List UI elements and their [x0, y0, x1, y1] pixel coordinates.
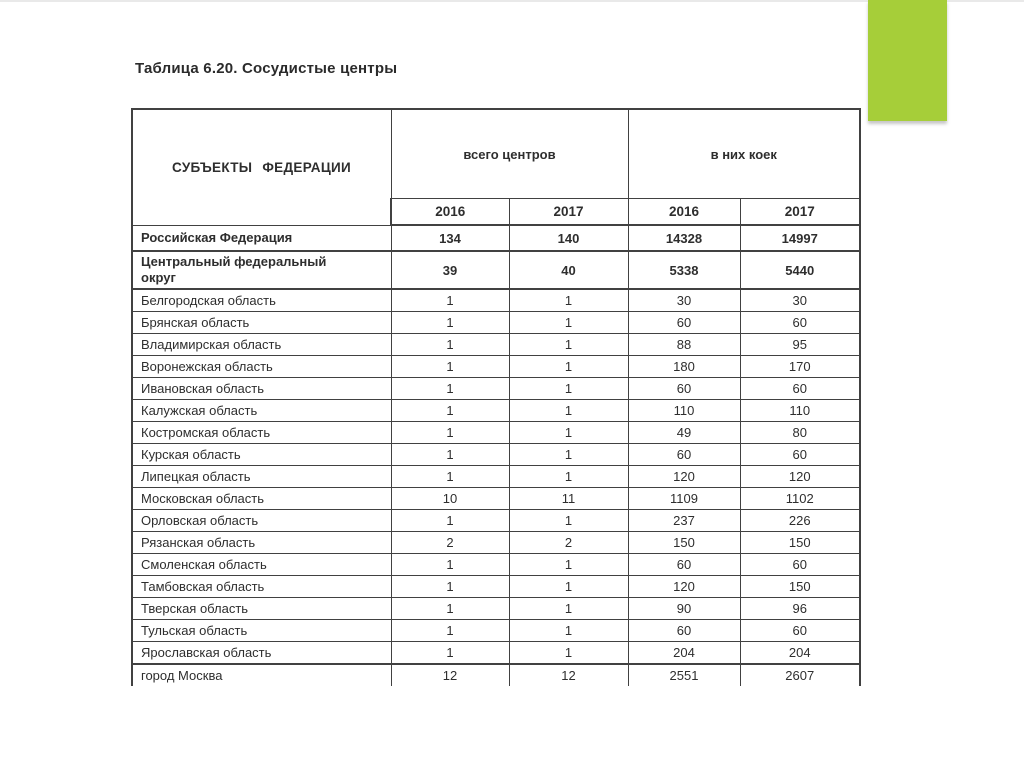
value-cell: 12 — [509, 664, 628, 686]
region-name-cell: Рязанская область — [132, 532, 391, 554]
region-name-cell: Орловская область — [132, 510, 391, 532]
region-name-cell: Центральный федеральный округ — [132, 251, 391, 289]
year-header-centers-2016: 2016 — [391, 199, 509, 226]
region-name-cell: Владимирская область — [132, 334, 391, 356]
value-cell: 2 — [391, 532, 509, 554]
table-title: Таблица 6.20. Сосудистые центры — [135, 60, 398, 77]
table-row — [132, 356, 860, 378]
value-cell: 90 — [628, 598, 740, 620]
value-cell: 1 — [509, 510, 628, 532]
value-cell: 95 — [740, 334, 860, 356]
value-cell: 1 — [509, 334, 628, 356]
table-row — [132, 422, 860, 444]
value-cell: 49 — [628, 422, 740, 444]
value-cell: 1 — [391, 466, 509, 488]
region-name-cell: город Москва — [132, 664, 391, 686]
group-header-row — [132, 109, 860, 199]
table-row — [132, 400, 860, 422]
value-cell: 2607 — [740, 664, 860, 686]
value-cell: 180 — [628, 356, 740, 378]
value-cell: 1 — [509, 620, 628, 642]
value-cell: 80 — [740, 422, 860, 444]
value-cell: 5338 — [628, 251, 740, 289]
value-cell: 120 — [628, 466, 740, 488]
value-cell: 150 — [740, 532, 860, 554]
value-cell: 11 — [509, 488, 628, 510]
value-cell: 1 — [509, 444, 628, 466]
value-cell: 1 — [391, 422, 509, 444]
value-cell: 60 — [628, 378, 740, 400]
value-cell: 96 — [740, 598, 860, 620]
table-row — [132, 642, 860, 665]
region-name-cell: Московская область — [132, 488, 391, 510]
value-cell: 150 — [740, 576, 860, 598]
column-header-subjects: СУБЪЕКТЫ ФЕДЕРАЦИИ — [132, 109, 391, 225]
value-cell: 1 — [509, 598, 628, 620]
value-cell: 60 — [740, 554, 860, 576]
region-name-cell: Российская Федерация — [132, 225, 391, 251]
table-row — [132, 251, 860, 289]
value-cell: 39 — [391, 251, 509, 289]
table-row — [132, 664, 860, 686]
region-name-cell: Ивановская область — [132, 378, 391, 400]
region-name-cell: Тверская область — [132, 598, 391, 620]
table-row — [132, 378, 860, 400]
value-cell: 30 — [740, 289, 860, 312]
value-cell: 134 — [391, 225, 509, 251]
value-cell: 1 — [391, 620, 509, 642]
green-accent-rectangle — [868, 0, 947, 121]
value-cell: 120 — [628, 576, 740, 598]
region-name-cell: Калужская область — [132, 400, 391, 422]
value-cell: 204 — [740, 642, 860, 665]
region-name-cell: Липецкая область — [132, 466, 391, 488]
value-cell: 110 — [628, 400, 740, 422]
table-row — [132, 444, 860, 466]
value-cell: 1 — [391, 642, 509, 665]
vascular-centers-table — [131, 108, 861, 686]
value-cell: 1 — [391, 334, 509, 356]
value-cell: 1109 — [628, 488, 740, 510]
value-cell: 120 — [740, 466, 860, 488]
value-cell: 60 — [740, 312, 860, 334]
value-cell: 2551 — [628, 664, 740, 686]
value-cell: 110 — [740, 400, 860, 422]
table-row — [132, 334, 860, 356]
value-cell: 1 — [391, 576, 509, 598]
region-name-cell: Смоленская область — [132, 554, 391, 576]
value-cell: 60 — [628, 554, 740, 576]
value-cell: 1 — [391, 444, 509, 466]
region-name-cell: Брянская область — [132, 312, 391, 334]
value-cell: 60 — [740, 444, 860, 466]
value-cell: 237 — [628, 510, 740, 532]
vascular-centers-table-container — [131, 108, 861, 686]
region-name-cell: Белгородская область — [132, 289, 391, 312]
column-group-total-centers: всего центров — [391, 109, 628, 199]
value-cell: 60 — [628, 312, 740, 334]
value-cell: 150 — [628, 532, 740, 554]
table-row — [132, 312, 860, 334]
value-cell: 14997 — [740, 225, 860, 251]
value-cell: 1 — [509, 312, 628, 334]
region-name-cell: Воронежская область — [132, 356, 391, 378]
value-cell: 1 — [391, 378, 509, 400]
region-name-cell: Костромская область — [132, 422, 391, 444]
value-cell: 1 — [509, 356, 628, 378]
value-cell: 1 — [391, 510, 509, 532]
value-cell: 1 — [509, 466, 628, 488]
year-header-beds-2017: 2017 — [740, 199, 860, 226]
table-row — [132, 598, 860, 620]
region-name-cell: Ярославская область — [132, 642, 391, 665]
value-cell: 88 — [628, 334, 740, 356]
value-cell: 1 — [509, 378, 628, 400]
value-cell: 1 — [391, 554, 509, 576]
value-cell: 1 — [509, 576, 628, 598]
value-cell: 60 — [628, 620, 740, 642]
value-cell: 1 — [391, 356, 509, 378]
region-name-cell: Тульская область — [132, 620, 391, 642]
value-cell: 140 — [509, 225, 628, 251]
value-cell: 12 — [391, 664, 509, 686]
value-cell: 1102 — [740, 488, 860, 510]
table-row — [132, 510, 860, 532]
value-cell: 10 — [391, 488, 509, 510]
value-cell: 60 — [628, 444, 740, 466]
value-cell: 14328 — [628, 225, 740, 251]
table-row — [132, 532, 860, 554]
value-cell: 1 — [391, 598, 509, 620]
value-cell: 1 — [509, 554, 628, 576]
table-row — [132, 488, 860, 510]
year-header-beds-2016: 2016 — [628, 199, 740, 226]
region-name-cell: Курская область — [132, 444, 391, 466]
table-row — [132, 554, 860, 576]
table-row — [132, 466, 860, 488]
table-row — [132, 289, 860, 312]
value-cell: 2 — [509, 532, 628, 554]
table-row — [132, 225, 860, 251]
value-cell: 204 — [628, 642, 740, 665]
table-row — [132, 576, 860, 598]
table-row — [132, 620, 860, 642]
table-body — [132, 225, 860, 686]
value-cell: 1 — [509, 642, 628, 665]
value-cell: 1 — [391, 312, 509, 334]
value-cell: 1 — [509, 400, 628, 422]
year-header-centers-2017: 2017 — [509, 199, 628, 226]
value-cell: 1 — [509, 289, 628, 312]
value-cell: 226 — [740, 510, 860, 532]
value-cell: 30 — [628, 289, 740, 312]
column-group-beds: в них коек — [628, 109, 860, 199]
value-cell: 1 — [391, 400, 509, 422]
value-cell: 40 — [509, 251, 628, 289]
region-name-cell: Тамбовская область — [132, 576, 391, 598]
value-cell: 5440 — [740, 251, 860, 289]
value-cell: 170 — [740, 356, 860, 378]
value-cell: 1 — [509, 422, 628, 444]
value-cell: 1 — [391, 289, 509, 312]
value-cell: 60 — [740, 620, 860, 642]
value-cell: 60 — [740, 378, 860, 400]
